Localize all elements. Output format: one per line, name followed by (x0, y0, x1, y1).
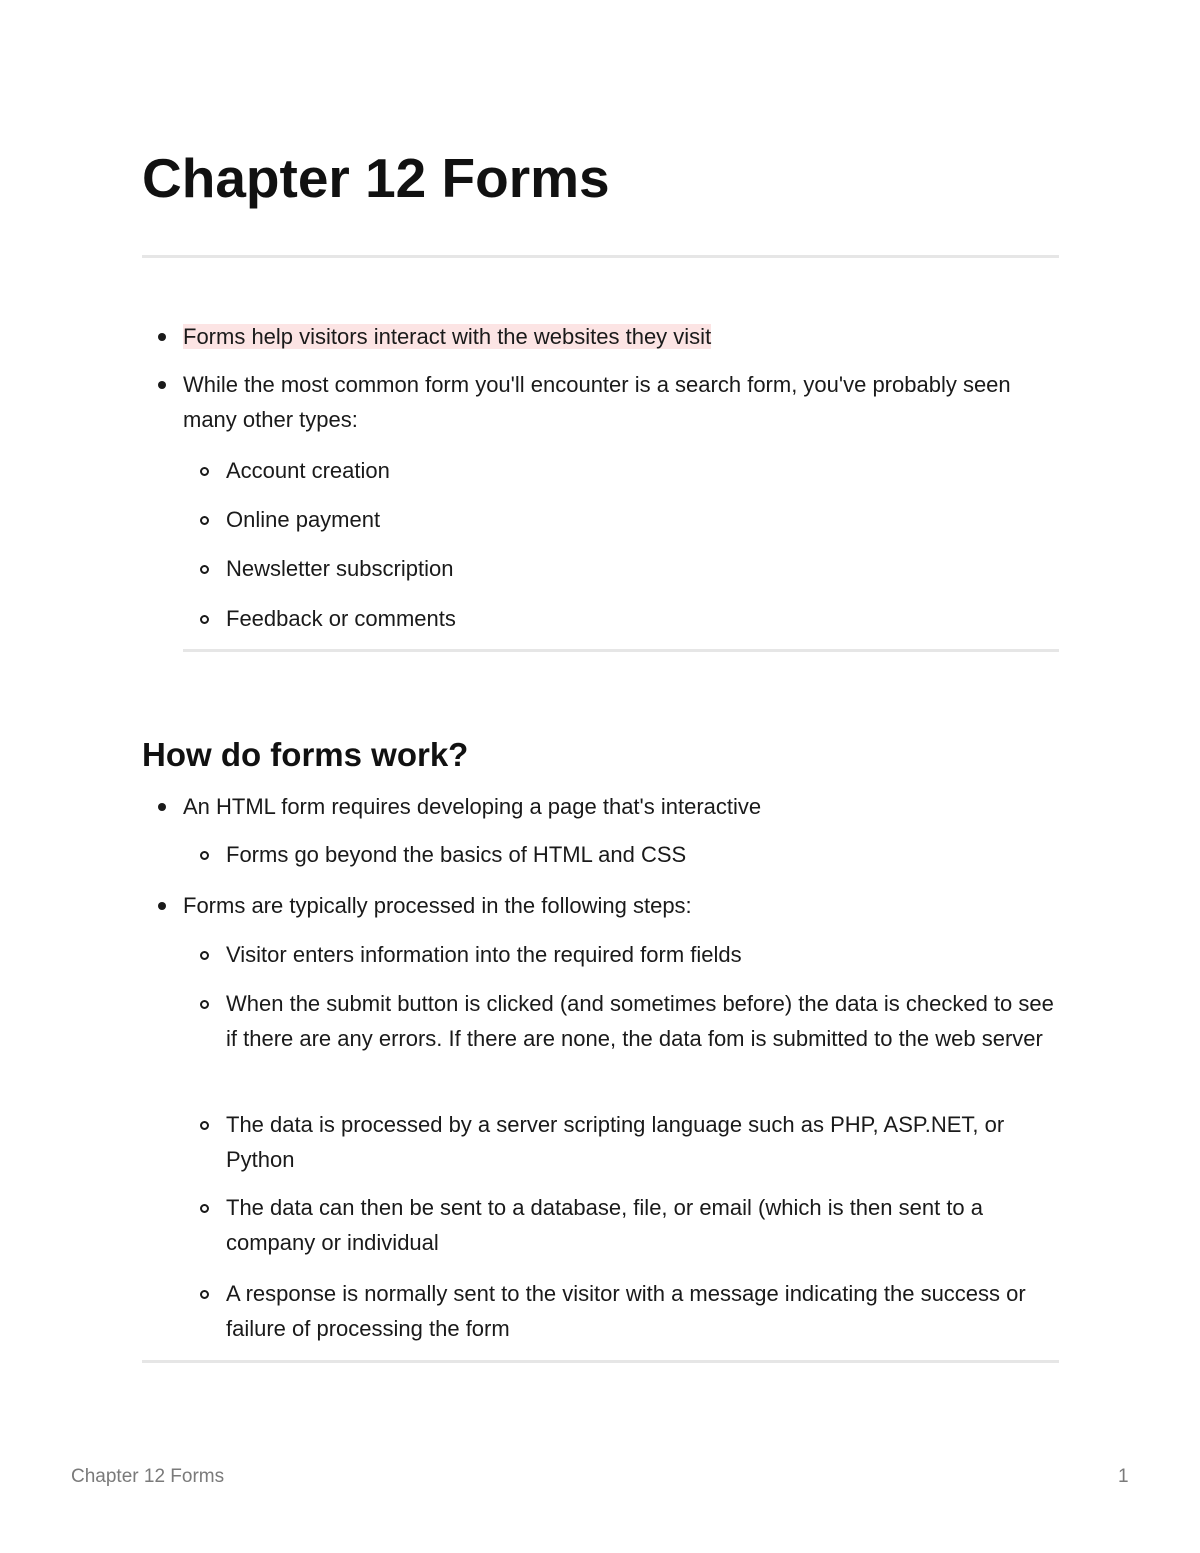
list-item-text: An HTML form requires developing a page that's interactive (183, 794, 762, 819)
bullet-circle-icon (200, 615, 209, 624)
list-item (183, 888, 1059, 923)
sub-list-item-text: Online payment (226, 507, 381, 532)
page-title: Chapter 12 Forms (142, 147, 610, 209)
sub-list-item (226, 453, 1059, 488)
bullet-dot-icon (158, 803, 166, 811)
page-number: 1 (1118, 1466, 1129, 1487)
section-divider (183, 649, 1059, 652)
sub-list-item (226, 1276, 1059, 1346)
bullet-dot-icon (158, 381, 166, 389)
sub-list-item (226, 601, 1059, 636)
highlighted-text: Forms help visitors interact with the websites they visit (183, 324, 712, 349)
sub-list-item (226, 551, 1059, 586)
list-item-text: While the most common form you'll encounter is a search form, you've probably seen many other types: (183, 372, 1011, 432)
sub-list-item (226, 937, 1059, 972)
sub-list-item-text: The data is processed by a server scripting language such as PHP, ASP.NET, or Python (226, 1112, 1005, 1172)
sub-list-item-text: A response is normally sent to the visitor with a message indicating the success or failure of processing the form (226, 1281, 1026, 1341)
bullet-circle-icon (200, 1000, 209, 1009)
sub-list-item (226, 502, 1059, 537)
sub-list-item-text: When the submit button is clicked (and sometimes before) the data is checked to see if there are any errors. If there are none, the data fom is submitted to the web server (226, 991, 1054, 1051)
sub-list-item (226, 1107, 1059, 1177)
sub-list-item-text: Forms go beyond the basics of HTML and CSS (226, 842, 687, 867)
title-divider (142, 255, 1059, 258)
sub-list-item-text: Newsletter subscription (226, 556, 454, 581)
section-divider (142, 1360, 1059, 1363)
list-item (183, 319, 1059, 354)
list-item-text: Forms are typically processed in the following steps: (183, 893, 692, 918)
section-heading: How do forms work? (142, 736, 469, 773)
bullet-circle-icon (200, 1290, 209, 1299)
sub-list-item-text: Visitor enters information into the required form fields (226, 942, 742, 967)
bullet-circle-icon (200, 1121, 209, 1130)
sub-list-item (226, 837, 1059, 872)
bullet-circle-icon (200, 467, 209, 476)
bullet-circle-icon (200, 516, 209, 525)
sub-list-item-text: Feedback or comments (226, 606, 456, 631)
bullet-circle-icon (200, 851, 209, 860)
bullet-circle-icon (200, 1204, 209, 1213)
bullet-circle-icon (200, 951, 209, 960)
bullet-dot-icon (158, 902, 166, 910)
sub-list-item (226, 1190, 1059, 1260)
sub-list-item-text: The data can then be sent to a database, file, or email (which is then sent to a company or individual (226, 1195, 984, 1255)
sub-list-item (226, 986, 1059, 1056)
list-item (183, 367, 1059, 437)
bullet-circle-icon (200, 565, 209, 574)
list-item (183, 789, 1059, 824)
footer-title: Chapter 12 Forms (71, 1466, 225, 1487)
bullet-dot-icon (158, 333, 166, 341)
sub-list-item-text: Account creation (226, 458, 390, 483)
